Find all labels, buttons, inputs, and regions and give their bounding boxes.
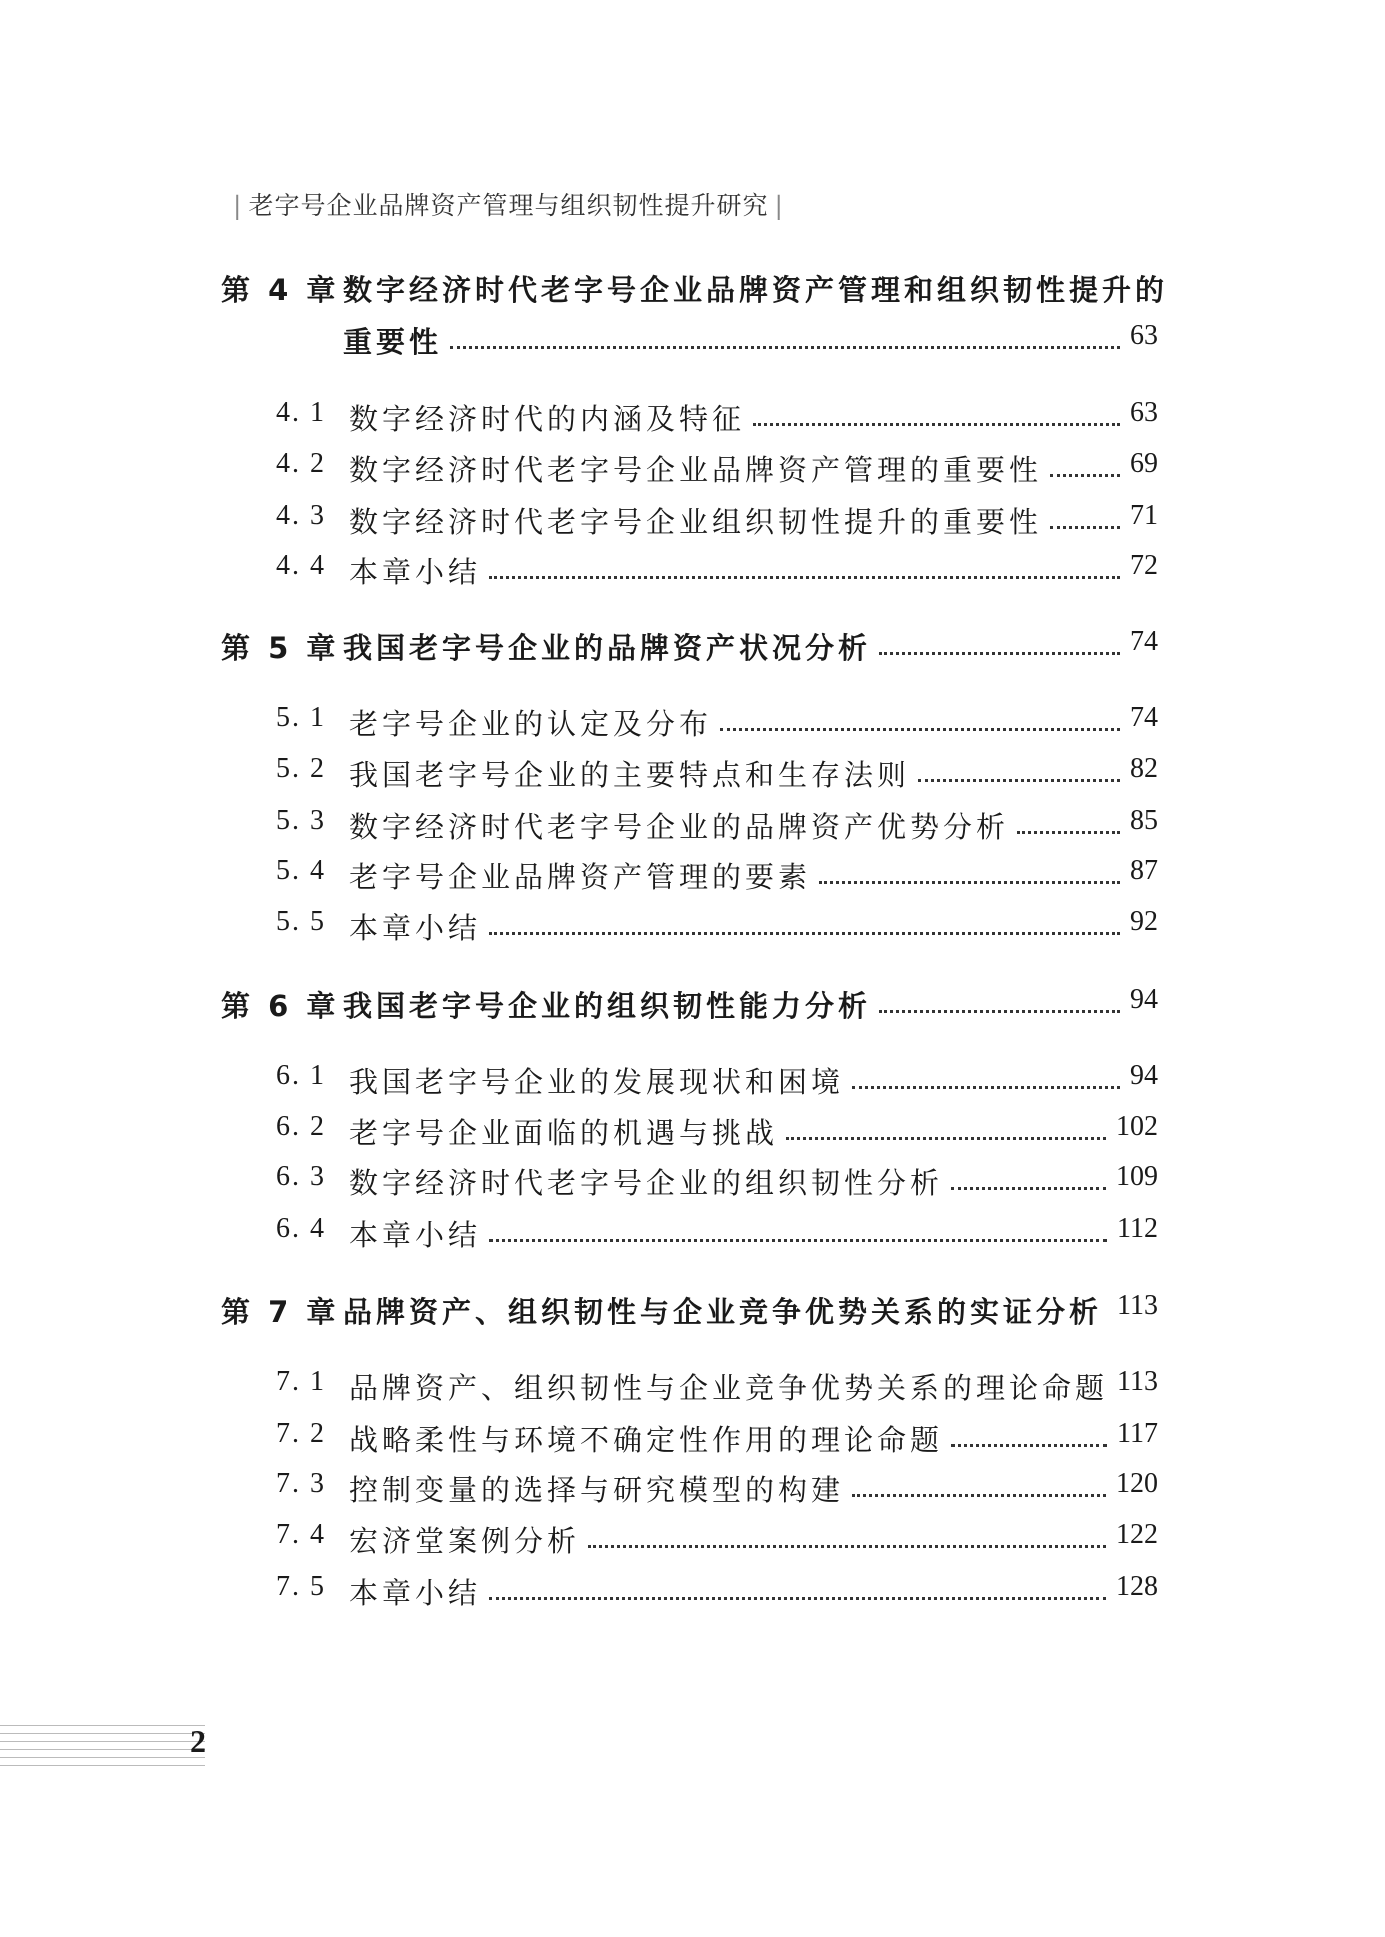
entry-title: 我国老字号企业的组织韧性能力分析 bbox=[343, 989, 872, 1023]
entry-number: 5. 5 bbox=[276, 906, 326, 937]
entry-title: 控制变量的选择与研究模型的构建 bbox=[349, 1473, 845, 1507]
running-head-title: 老字号企业品牌资产管理与组织韧性提升研究 bbox=[248, 191, 769, 220]
entry-number: 4. 3 bbox=[276, 500, 326, 531]
toc-section-entry[interactable] bbox=[0, 448, 1158, 488]
page-number: 2 bbox=[190, 1723, 206, 1759]
entry-number: 6. 1 bbox=[276, 1060, 326, 1091]
entry-page: 74 bbox=[1130, 626, 1158, 657]
entry-title: 数字经济时代老字号企业的组织韧性分析 bbox=[349, 1166, 944, 1200]
toc-section-entry[interactable] bbox=[0, 906, 1158, 946]
entry-title: 本章小结 bbox=[349, 555, 482, 589]
toc-section-entry[interactable] bbox=[0, 1571, 1158, 1611]
folio-decoration bbox=[0, 1725, 205, 1773]
entry-title: 宏济堂案例分析 bbox=[349, 1524, 581, 1558]
dot-leader bbox=[879, 652, 1120, 655]
entry-page: 63 bbox=[1130, 320, 1158, 351]
toc-section-entry[interactable] bbox=[0, 855, 1158, 895]
entry-title: 老字号企业的认定及分布 bbox=[349, 707, 713, 741]
entry-page: 112 bbox=[1117, 1213, 1158, 1244]
entry-number: 第 5 章 bbox=[221, 631, 340, 665]
entry-number: 6. 3 bbox=[276, 1161, 326, 1192]
dot-leader bbox=[489, 1597, 1106, 1600]
entry-number: 4. 4 bbox=[276, 550, 326, 581]
toc-section-entry[interactable] bbox=[0, 1519, 1158, 1559]
dot-leader bbox=[819, 881, 1120, 884]
entry-title: 本章小结 bbox=[349, 1576, 482, 1610]
entry-page: 109 bbox=[1116, 1161, 1158, 1192]
entry-page: 113 bbox=[1117, 1290, 1158, 1321]
entry-number: 7. 2 bbox=[276, 1418, 326, 1449]
entry-number: 第 4 章 bbox=[221, 273, 340, 307]
dot-leader bbox=[879, 1010, 1120, 1013]
entry-number: 4. 2 bbox=[276, 448, 326, 479]
entry-page: 92 bbox=[1130, 906, 1158, 937]
entry-page: 120 bbox=[1116, 1468, 1158, 1499]
dot-leader bbox=[852, 1494, 1106, 1497]
toc-chapter-entry[interactable] bbox=[0, 626, 1158, 666]
entry-title: 数字经济时代老字号企业品牌资产管理的重要性 bbox=[349, 453, 1043, 487]
entry-number: 7. 5 bbox=[276, 1571, 326, 1602]
entry-page: 63 bbox=[1130, 397, 1158, 428]
entry-title: 数字经济时代的内涵及特征 bbox=[349, 402, 746, 436]
entry-title: 老字号企业面临的机遇与挑战 bbox=[349, 1116, 779, 1150]
entry-number: 5. 2 bbox=[276, 753, 326, 784]
toc-section-entry[interactable] bbox=[0, 1161, 1158, 1201]
toc-section-entry[interactable] bbox=[0, 753, 1158, 793]
dot-leader bbox=[1017, 831, 1120, 834]
dot-leader bbox=[753, 423, 1120, 426]
toc-section-entry[interactable] bbox=[0, 1468, 1158, 1508]
toc-section-entry[interactable] bbox=[0, 1060, 1158, 1100]
entry-page: 74 bbox=[1130, 702, 1158, 733]
entry-page: 128 bbox=[1116, 1571, 1158, 1602]
entry-page: 87 bbox=[1130, 855, 1158, 886]
entry-page: 82 bbox=[1130, 753, 1158, 784]
dot-leader bbox=[489, 1239, 1107, 1242]
entry-number: 6. 4 bbox=[276, 1213, 326, 1244]
entry-number: 5. 4 bbox=[276, 855, 326, 886]
entry-number: 4. 1 bbox=[276, 397, 326, 428]
dot-leader bbox=[489, 576, 1120, 579]
entry-title: 品牌资产、组织韧性与企业竞争优势关系的实证分析 bbox=[343, 1295, 1103, 1329]
dot-leader bbox=[1050, 474, 1120, 477]
entry-title: 品牌资产、组织韧性与企业竞争优势关系的理论命题 bbox=[349, 1371, 1109, 1405]
entry-title: 战略柔性与环境不确定性作用的理论命题 bbox=[349, 1423, 944, 1457]
dot-leader bbox=[951, 1444, 1107, 1447]
entry-title: 数字经济时代老字号企业的品牌资产优势分析 bbox=[349, 810, 1010, 844]
entry-title: 数字经济时代老字号企业品牌资产管理和组织韧性提升的 bbox=[343, 273, 1169, 307]
toc-section-entry[interactable] bbox=[0, 550, 1158, 590]
entry-title: 老字号企业品牌资产管理的要素 bbox=[349, 860, 812, 894]
dot-leader bbox=[720, 728, 1120, 731]
entry-page: 117 bbox=[1117, 1418, 1158, 1449]
entry-page: 85 bbox=[1130, 805, 1158, 836]
entry-number: 7. 4 bbox=[276, 1519, 326, 1550]
toc-section-entry[interactable] bbox=[0, 1213, 1158, 1253]
dot-leader bbox=[489, 932, 1120, 935]
dot-leader bbox=[1050, 526, 1120, 529]
toc-chapter-entry[interactable] bbox=[0, 1290, 1158, 1330]
entry-number: 5. 1 bbox=[276, 702, 326, 733]
entry-title: 我国老字号企业的主要特点和生存法则 bbox=[349, 758, 911, 792]
toc-chapter-entry[interactable] bbox=[0, 268, 1169, 308]
toc-section-entry[interactable] bbox=[0, 1418, 1158, 1458]
dot-leader bbox=[918, 779, 1120, 782]
entry-page: 72 bbox=[1130, 550, 1158, 581]
entry-page: 94 bbox=[1130, 1060, 1158, 1091]
entry-title: 我国老字号企业的发展现状和困境 bbox=[349, 1065, 845, 1099]
entry-number: 7. 3 bbox=[276, 1468, 326, 1499]
entry-number: 5. 3 bbox=[276, 805, 326, 836]
entry-page: 102 bbox=[1116, 1111, 1158, 1142]
entry-number: 第 6 章 bbox=[221, 989, 340, 1023]
dot-leader bbox=[588, 1545, 1106, 1548]
toc-section-entry[interactable] bbox=[0, 500, 1158, 540]
toc-chapter-entry[interactable] bbox=[0, 320, 1158, 360]
entry-title: 我国老字号企业的品牌资产状况分析 bbox=[343, 631, 872, 665]
toc-section-entry[interactable] bbox=[0, 702, 1158, 742]
running-head: | 老字号企业品牌资产管理与组织韧性提升研究 | bbox=[233, 191, 784, 220]
dot-leader bbox=[951, 1187, 1106, 1190]
entry-page: 71 bbox=[1130, 500, 1158, 531]
entry-number: 第 7 章 bbox=[221, 1295, 340, 1329]
toc-section-entry[interactable] bbox=[0, 1366, 1158, 1406]
entry-title: 重要性 bbox=[343, 325, 443, 359]
toc-section-entry[interactable] bbox=[0, 397, 1158, 437]
entry-page: 69 bbox=[1130, 448, 1158, 479]
dot-leader bbox=[786, 1137, 1106, 1140]
entry-title: 本章小结 bbox=[349, 911, 482, 945]
entry-title: 数字经济时代老字号企业组织韧性提升的重要性 bbox=[349, 505, 1043, 539]
toc-section-entry[interactable] bbox=[0, 805, 1158, 845]
entry-title: 本章小结 bbox=[349, 1218, 482, 1252]
dot-leader bbox=[450, 346, 1120, 349]
entry-page: 94 bbox=[1130, 984, 1158, 1015]
entry-page: 113 bbox=[1117, 1366, 1158, 1397]
entry-number: 6. 2 bbox=[276, 1111, 326, 1142]
entry-page: 122 bbox=[1116, 1519, 1158, 1550]
toc-section-entry[interactable] bbox=[0, 1111, 1158, 1151]
toc-chapter-entry[interactable] bbox=[0, 984, 1158, 1024]
entry-number: 7. 1 bbox=[276, 1366, 326, 1397]
dot-leader bbox=[852, 1086, 1120, 1089]
